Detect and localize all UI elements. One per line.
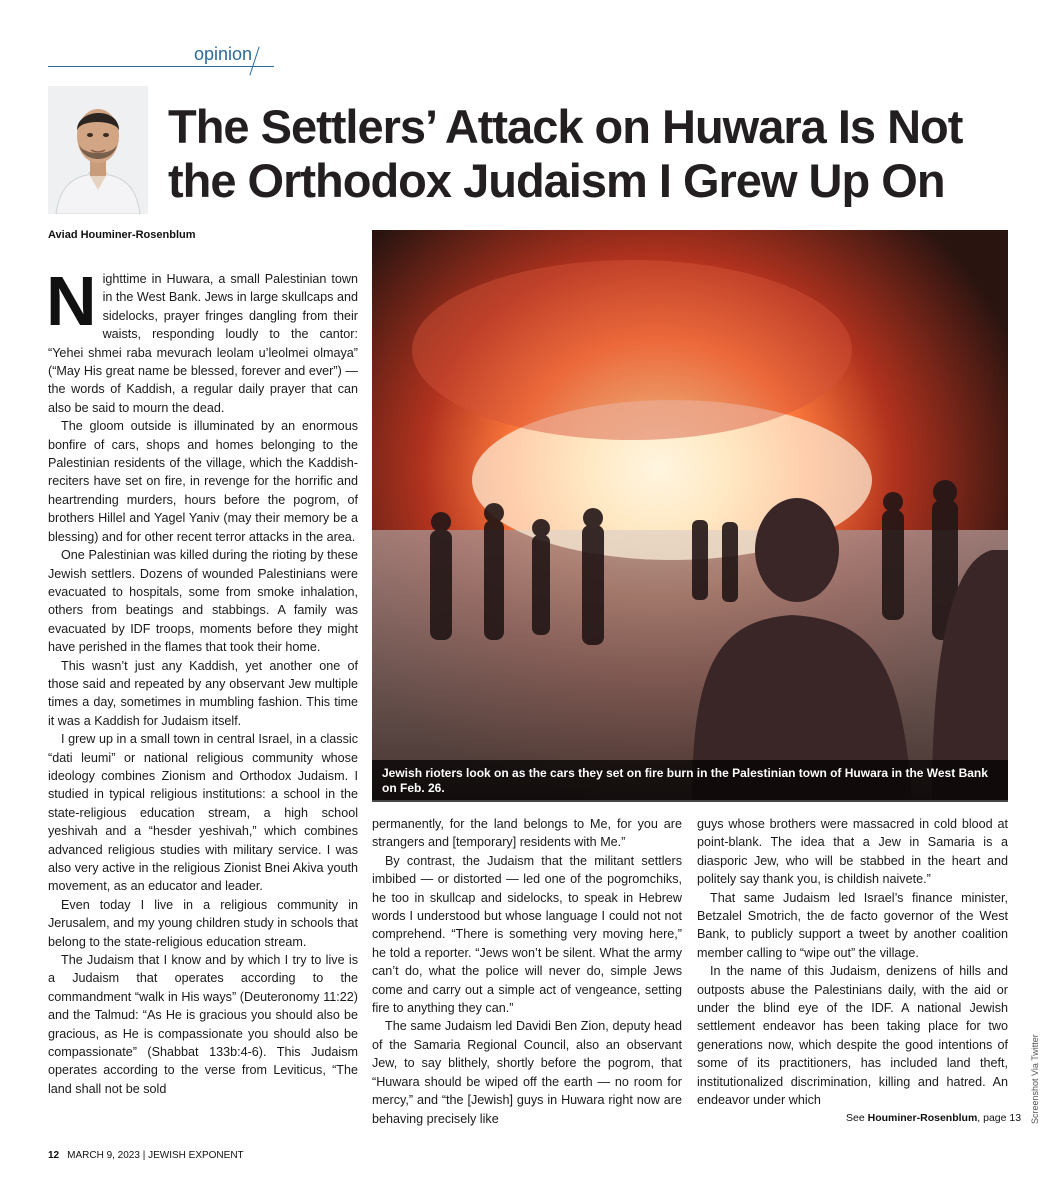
- section-rule: [48, 66, 274, 67]
- article-paragraph: In the name of this Judaism, denizens of hills and outposts abuse the Palestinians daily, with the aid or under the blind eye of the IDF. A national Jewish settlement endeavor has been taking place for two generations now, which despite the good intentions of some of its practitioners, has included land theft, institutionalized discrimination, killing and hatred. An endeavor under which: [697, 964, 1008, 1108]
- author-portrait-image: [48, 86, 148, 214]
- headline: The Settlers’ Attack on Huwara Is Not the Orthodox Judaism I Grew Up On: [168, 100, 963, 207]
- page-footer: [48, 1150, 244, 1161]
- article-paragraph: That same Judaism led Israel’s finance minister, Betzalel Smotrich, the de facto governor of the West Bank, to publicly support a tweet by another coalition member calling to “wipe out” the village.: [697, 890, 1008, 960]
- article-column-2: [372, 815, 682, 1128]
- article-paragraph: Nighttime in Huwara, a small Palestinian town in the West Bank. Jews in large skullcaps and sidelocks, prayer fringes dangling from their waists, responding loudly to the cantor: “Yehei shmei raba mevurach leolam u’leolmei olmaya” (“May His great name be blessed, forever and ever”) — the words of Kaddish, a regular daily prayer that can also be said to mourn the dead.: [46, 262, 358, 415]
- byline: Aviad Houminer-Rosenblum: [48, 229, 196, 241]
- article-photo: [372, 230, 1008, 800]
- photo-caption: Jewish rioters look on as the cars they set on fire burn in the Palestinian town of Huwara in the West Bank on Feb. 26.: [372, 760, 1008, 802]
- article-paragraph: Even today I live in a religious community in Jerusalem, and my young children study in schools that belong to the state-religious education stream.: [48, 897, 358, 949]
- drop-cap: N: [46, 262, 97, 340]
- issue-info: MARCH 9, 2023 | JEWISH EXPONENT: [67, 1150, 244, 1161]
- section-label: opinion: [194, 44, 253, 64]
- continuation-note: See Houminer-Rosenblum, page 13: [846, 1112, 1022, 1124]
- article-paragraph: guys whose brothers were massacred in cold blood at point-blank. The idea that a Jew in Samaria is a diasporic Jew, who will be stabbed in the heart and politely say thank you, is childish naivete.”: [697, 817, 1008, 887]
- page-number: 12: [48, 1150, 60, 1161]
- fire-scene-image: [372, 230, 1008, 800]
- article-paragraph: The gloom outside is illuminated by an enormous bonfire of cars, shops and homes belonging to the Palestinian residents of the village, which the Kaddish-reciters have set on fire, in revenge for the horrific and heartrending murders, hours before the pogrom, of brothers Hillel and Yagel Yaniv (may their memory be a blessing) and for other recent terror attacks in the area.: [48, 419, 358, 544]
- article-paragraph: One Palestinian was killed during the rioting by these Jewish settlers. Dozens of wounded Palestinians were evacuated to hospitals, some from smoke inhalation, others from beatings and stabbings. A family was evacuated by IDF troops, moments before they might have perished in the flames that took their home.: [48, 548, 358, 655]
- article-paragraph: This wasn’t just any Kaddish, yet another one of those said and repeated by any observant Jew multiple times a day, sometimes in mumbling fashion. This time it was a Kaddish for Judaism itself.: [48, 658, 358, 728]
- author-photo: [48, 86, 148, 214]
- article-paragraph: The Judaism that I know and by which I try to live is a Judaism that operates according to the commandment “walk in His ways” (Deuteronomy 11:22) and the Talmud: “As He is gracious you should also be gracious, as He is compassionate you should also be compassionate” (Shabbat 133b:4-6). This Judaism operates according to the verse from Leviticus, “The land shall not be sold: [48, 953, 358, 1096]
- photo-credit: Screenshot Via Twitter: [1030, 1034, 1040, 1124]
- article-paragraph: I grew up in a small town in central Israel, in a classic “dati leumi” or national religious community whose ideology combines Zionism and Orthodox Judaism. I studied in typical religious institutions: a school in the state-religious education stream, a high school yeshivah and a “hesder yeshivah,” which combines advanced religious studies with military service. I was also very active in the religious Zionist Bnei Akiva youth movement, as an educator and leader.: [48, 732, 358, 894]
- article-column-3: [697, 815, 1008, 1110]
- article-paragraph: The same Judaism led Davidi Ben Zion, deputy head of the Samaria Regional Council, also an observant Jew, to say blithely, shortly before the pogrom, that “Huwara should be wiped off the earth — no room for mercy,” and “the [Jewish] guys in Huwara right now are behaving precisely like: [372, 1019, 682, 1126]
- article-column-1: [46, 262, 358, 1098]
- article-paragraph: permanently, for the land belongs to Me, for you are strangers and [temporary] residents with Me.”: [372, 817, 682, 850]
- article-paragraph: By contrast, the Judaism that the militant settlers imbibed — or distorted — led one of the pogromchiks, he too in skullcap and sidelocks, to speak in Hebrew words I understood but whose language I could not not comprehend. “There is something very moving here,” he told a reporter. “Jews won’t be silent. What the army can’t do, what the police will never do, simple Jews come and carry out a simple act of vengeance, setting fire to anything they can.”: [372, 853, 682, 1016]
